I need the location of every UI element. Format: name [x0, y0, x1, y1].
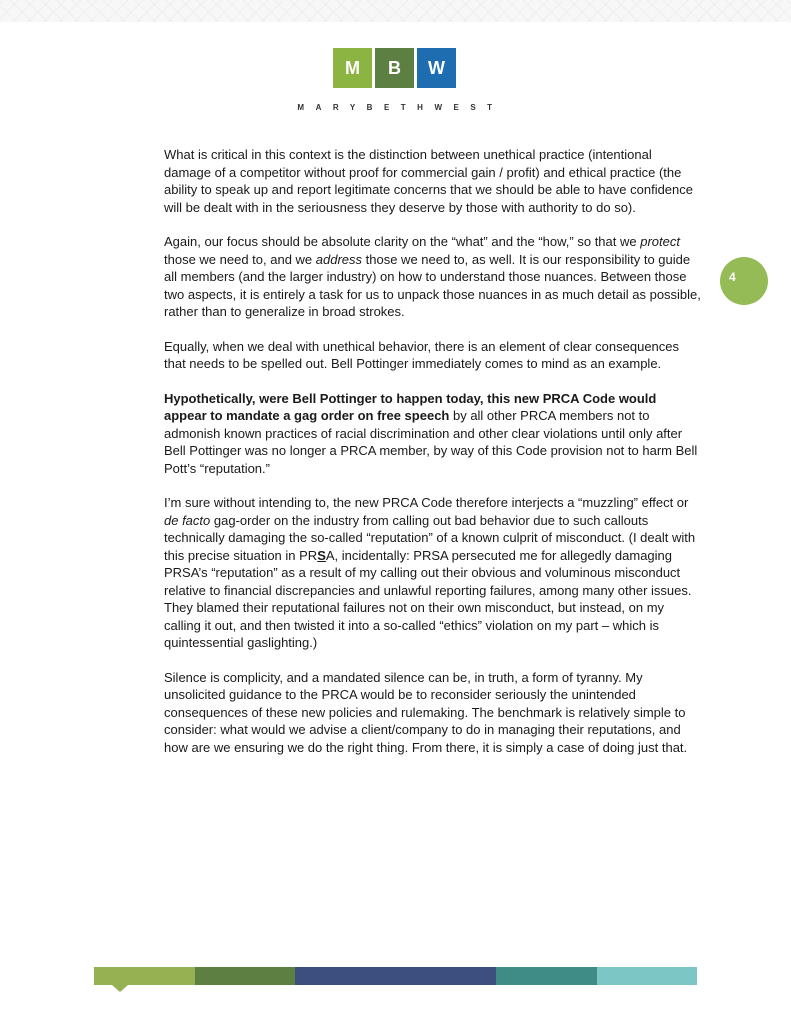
bold-statement: Hypothetically, were Bell Pottinger to happen today, this new PRCA Code would appear to mandate a gag order on free speech [164, 390, 657, 423]
paragraph-3: Equally, when we deal with unethical behavior, there is an element of clear consequences that needs to be spelled out. Bell Pottinger immediately comes to mind as an example. [164, 338, 680, 371]
letter-body [164, 146, 701, 756]
paragraph-4: Hypothetically, were Bell Pottinger to happen today, this new PRCA Code would appear to mandate a gag order on free speech by all other PRCA members not to admonish known practices of racial discrimination and other clear violations until only after Bell Pottinger was no longer a PRCA member, by way of this Code provision not to harm Bell Pott’s “reputation.” [164, 390, 698, 476]
footer-color-bar [94, 967, 697, 985]
footer-segment-lightteal [597, 967, 698, 985]
footer-segment-olive [94, 967, 195, 985]
footer-segment-teal [496, 967, 597, 985]
logo-letter-w: W [417, 48, 456, 88]
mbw-logo [333, 48, 457, 88]
footer-pointer-triangle [112, 985, 128, 992]
logo-letter-m: M [333, 48, 372, 88]
logo-letter-b: B [375, 48, 414, 88]
emphasis-de-facto: de facto [164, 512, 211, 528]
page-number-badge: 4 [720, 257, 768, 305]
footer-segment-blue [396, 967, 497, 985]
paragraph-5: I’m sure without intending to, the new PRCA Code therefore interjects a “muzzling” effect or de facto gag-order on the industry from calling out bad behavior due to such callouts technically damaging the so-called “reputation” of a known culprit of misconduct. (I dealt with this precise situation in PRSA, incidentally: PRSA persecuted me for allegedly damaging PRSA’s “reputation” as a result of my calling out their obvious and voluminous misconduct relative to financial discrepancies and unlawful reporting failures, among many other issues. They blamed their reputational failures not on their own misconduct, but instead, on my calling it out, and then twisted it into a so-called “ethics” violation on my part – which is quintessential gaslighting.) [164, 495, 696, 650]
emphasis-protect: protect [640, 234, 680, 249]
footer-segment-navy [295, 967, 396, 985]
paragraph-6: Silence is complicity, and a mandated silence can be, in truth, a form of tyranny. My unsolicited guidance to the PRCA would be to reconsider seriously the unintended consequences of these new policies and rulemaking. The benchmark is relatively simple to consider: what would we advise a client/company to do in managing their reputations, and how are we ensuring we do the right thing. From there, it is simply a case of doing just that. [164, 669, 688, 755]
paragraph-1: What is critical in this context is the distinction between unethical practice (intentional damage of a competitor without proof for commercial gain / profit) and ethical practice (the ability to speak up and report legitimate concerns that we should be able to have confidence will be dealt with in the seriousness they deserve by those with authority to do so). [164, 147, 694, 215]
emphasis-address: address [315, 251, 363, 267]
paragraph-2: Again, our focus should be absolute clarity on the “what” and the “how,” so that we protect those we need to, and we address those we need to, as well. It is our responsibility to guide all members (and the larger industry) on how to understand those nuances. Between those two aspects, it is entirely a task for us to unpack those nuances in as much detail as possible, rather than to generalize in broad strokes. [164, 234, 701, 319]
logo-wordmark: MARYBETHWEST [297, 103, 504, 112]
footer-segment-darkgreen [195, 967, 296, 985]
header-pattern-strip [0, 0, 791, 22]
underlined-s: S [317, 547, 326, 563]
